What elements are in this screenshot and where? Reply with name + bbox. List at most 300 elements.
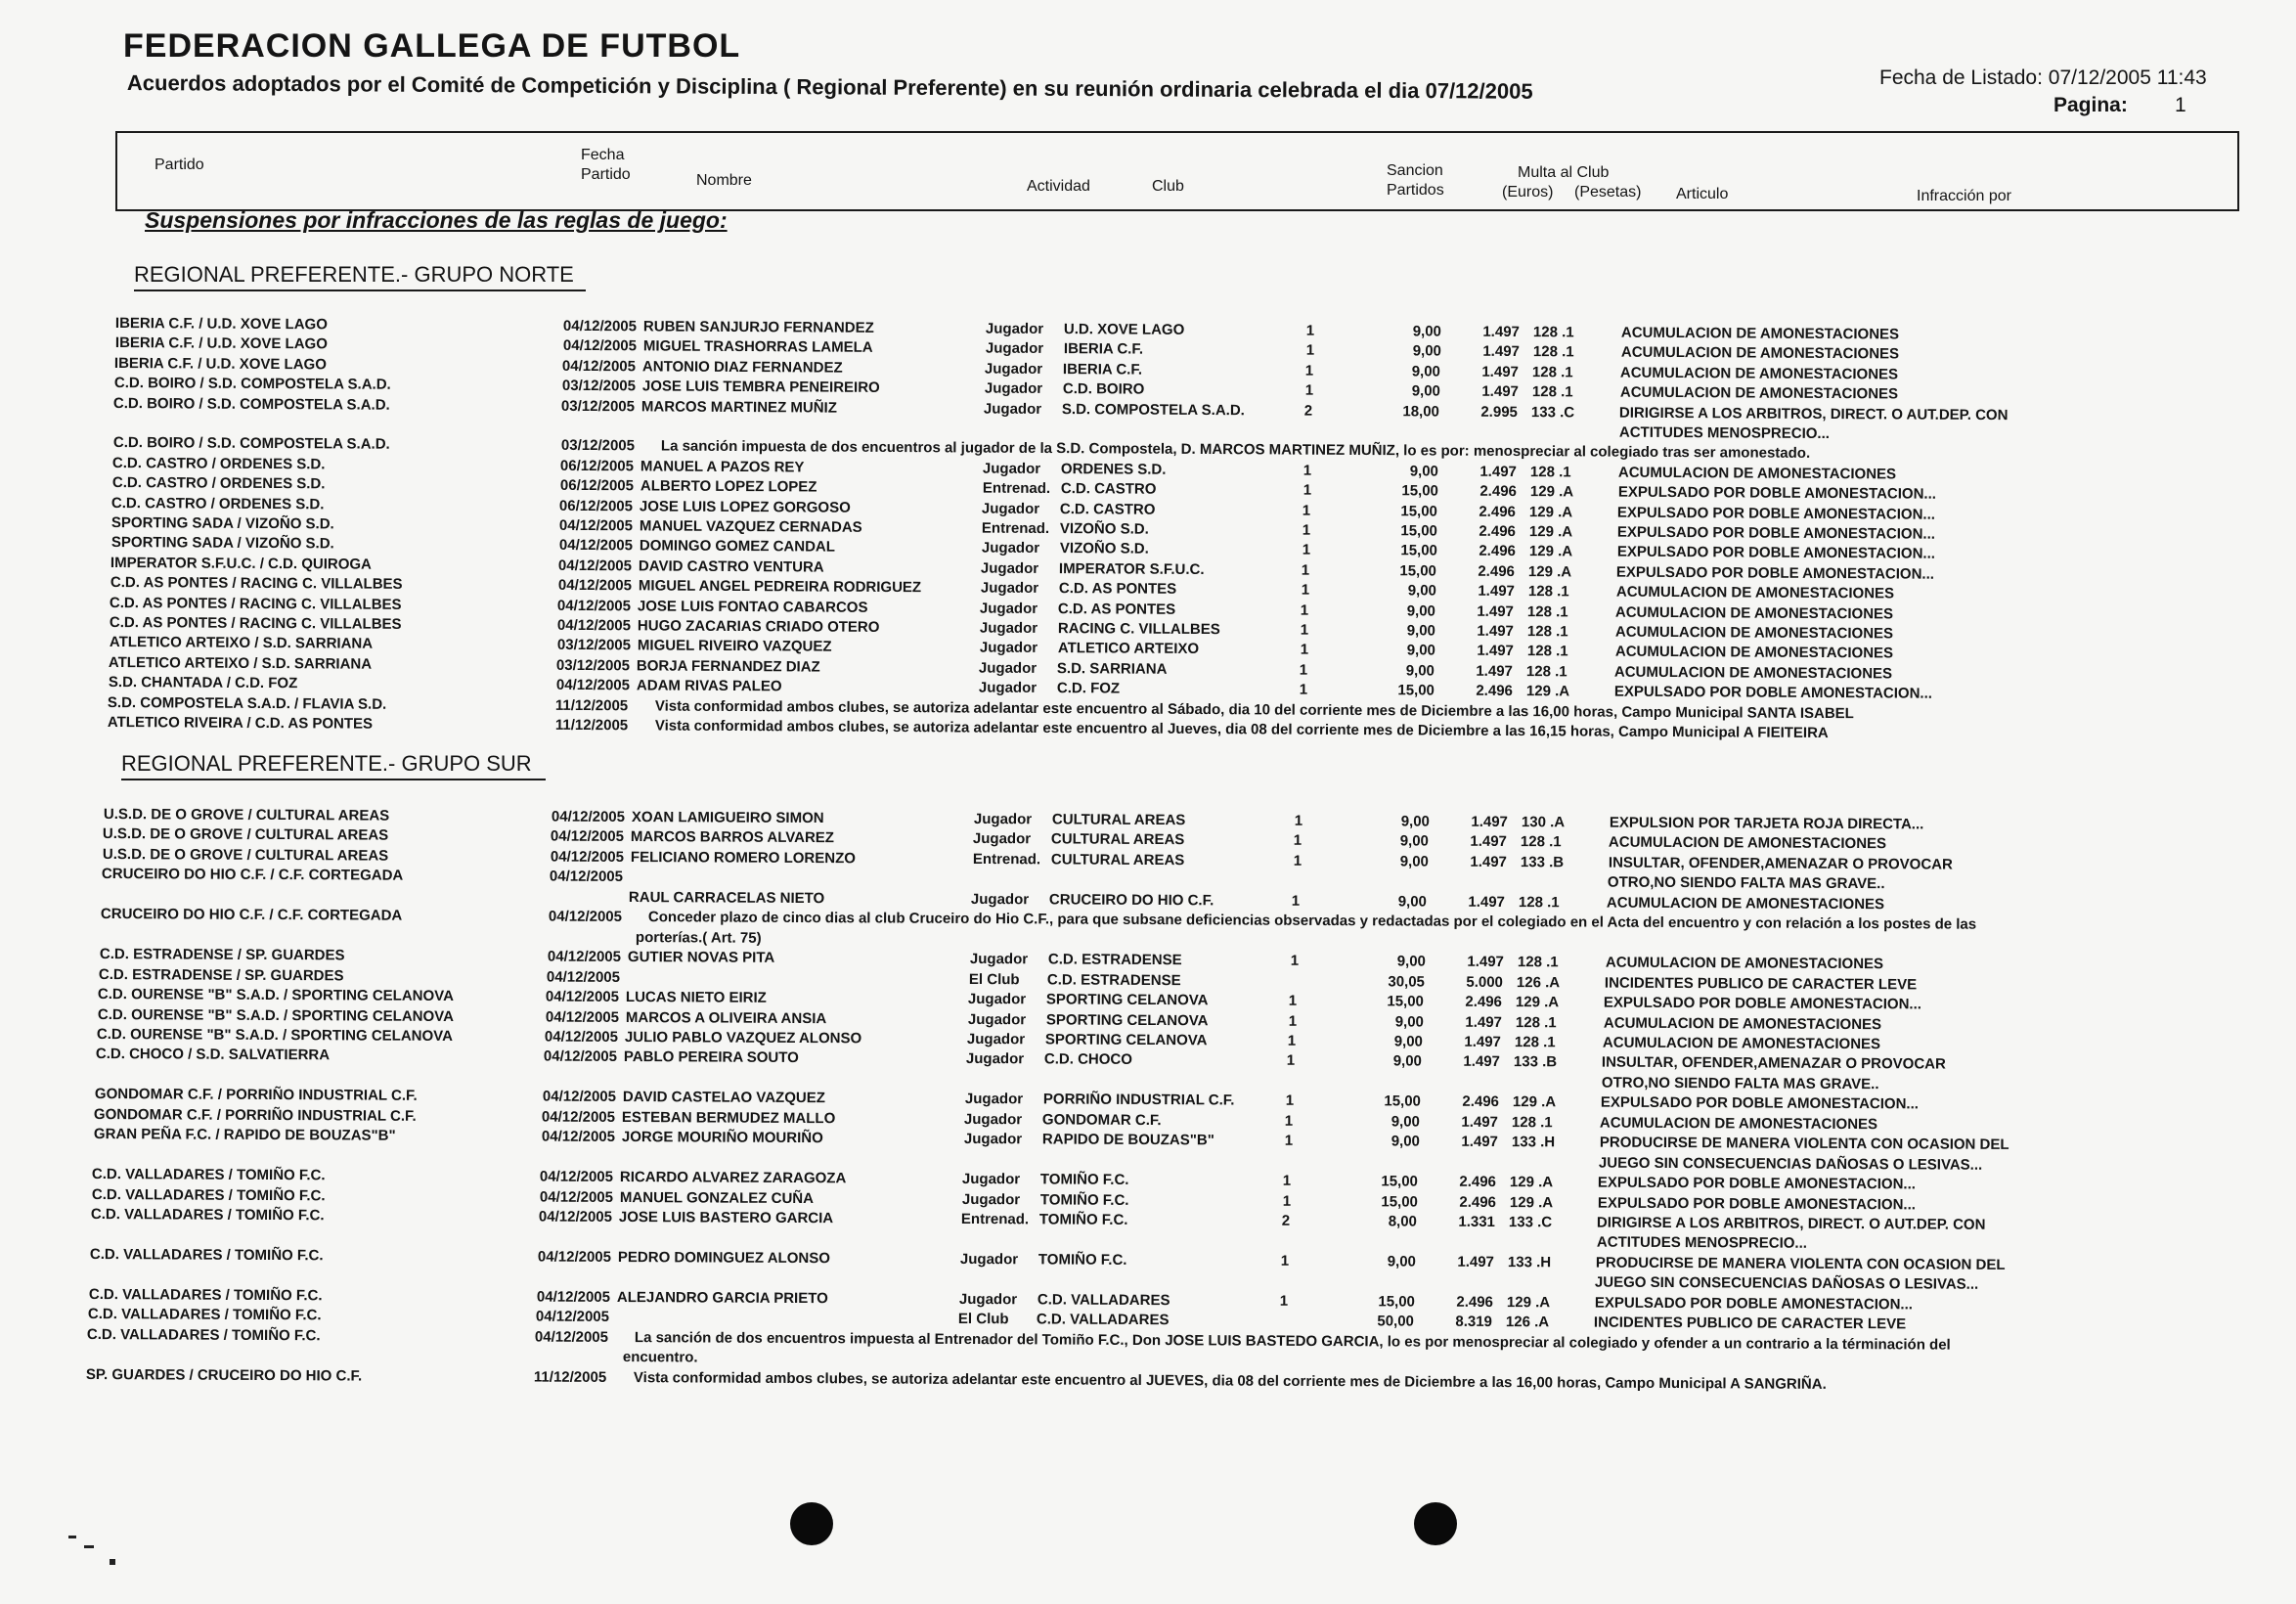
infraccion-cell: ACUMULACION DE AMONESTACIONES (1605, 954, 1883, 973)
euros-cell: 15,00 (1399, 542, 1437, 559)
articulo-cell: 128 .1 (1527, 602, 1569, 620)
nombre-cell: ALEJANDRO GARCIA PRIETO (616, 1288, 828, 1308)
sancion-cell: 1 (1300, 621, 1309, 639)
fecha-cell: 11/12/2005 (554, 716, 629, 735)
sancion-cell: 1 (1282, 1192, 1291, 1210)
infraccion-cell: PRODUCIRSE DE MANERA VIOLENTA CON OCASION DEL (1599, 1134, 2009, 1154)
fecha-cell: 06/12/2005 (559, 477, 634, 495)
pesetas-cell: 1.497 (1481, 382, 1519, 401)
sancion-cell: 1 (1299, 661, 1308, 679)
fecha-cell: 04/12/2005 (535, 1328, 609, 1346)
section-title: Suspensiones por infracciones de las reglas de juego: (145, 207, 728, 233)
nombre-cell: RICARDO ALVAREZ ZARAGOZA (620, 1169, 847, 1187)
pesetas-cell: 2.995 (1480, 403, 1519, 421)
infraccion-cell: EXPULSADO POR DOBLE AMONESTACION... (1616, 563, 1935, 583)
fecha-cell: 04/12/2005 (547, 948, 621, 966)
euros-cell: 30,05 (1388, 972, 1425, 991)
articulo-cell: 128 .1 (1521, 833, 1563, 851)
club-cell: SPORTING CELANOVA (1045, 1010, 1209, 1029)
actividad-cell: Jugador (964, 1110, 1023, 1129)
col-fecha-2: Partido (581, 166, 631, 183)
nombre-cell: MARCOS A OLIVEIRA ANSIA (625, 1008, 826, 1027)
fecha-cell: 04/12/2005 (556, 616, 632, 635)
articulo-cell: 133 .B (1514, 1053, 1558, 1071)
sancion-cell: 2 (1304, 402, 1313, 420)
sancion-cell: 1 (1302, 542, 1310, 559)
sancion-cell: 1 (1301, 561, 1310, 579)
fecha-cell: 04/12/2005 (558, 516, 634, 535)
resolution-note: Vista conformidad ambos clubes, se autoriza adelantar este encuentro al Jueves, dia 08 del corriente mes de Diciembre a las 16,15 horas, Campo Municipal A FIEITEIRA (654, 717, 1829, 742)
actividad-cell: Jugador (978, 679, 1037, 697)
euros-cell: 8,00 (1388, 1213, 1418, 1230)
infraccion-cell: ACUMULACION DE AMONESTACIONES (1615, 583, 1894, 602)
fecha-cell: 11/12/2005 (533, 1368, 607, 1386)
infraccion-cell: OTRO,NO SIENDO FALTA MAS GRAVE.. (1601, 1074, 1879, 1093)
euros-cell: 15,00 (1387, 993, 1425, 1010)
partido-cell: C.D. CASTRO / ORDENES S.D. (112, 454, 326, 473)
euros-cell: 9,00 (1411, 382, 1440, 400)
club-cell: ORDENES S.D. (1061, 460, 1167, 478)
club-cell: C.D. AS PONTES (1058, 580, 1177, 599)
pesetas-cell: 1.331 (1458, 1213, 1496, 1231)
euros-cell: 9,00 (1405, 662, 1435, 680)
fecha-cell: 04/12/2005 (555, 677, 630, 694)
sancion-cell: 1 (1294, 812, 1303, 829)
nombre-cell: JORGE MOURIÑO MOURIÑO (621, 1129, 823, 1147)
partido-cell: ATLETICO ARTEIXO / S.D. SARRIANA (109, 653, 373, 673)
pesetas-cell: 1.497 (1457, 1253, 1494, 1270)
partido-cell: C.D. OURENSE "B" S.A.D. / SPORTING CELANOVA (96, 1025, 453, 1045)
sancion-cell: 1 (1283, 1172, 1292, 1189)
infraccion-cell: DIRIGIRSE A LOS ARBITROS, DIRECT. O AUT.DEP. CON (1619, 404, 2009, 423)
infraccion-cell: ACUMULACION DE AMONESTACIONES (1614, 644, 1893, 662)
actividad-cell: Jugador (971, 890, 1030, 909)
euros-cell: 9,00 (1407, 582, 1436, 600)
euros-cell: 50,00 (1377, 1313, 1414, 1330)
articulo-cell: 129 .A (1529, 503, 1573, 520)
club-cell: CULTURAL AREAS (1051, 830, 1185, 849)
actividad-cell: Jugador (980, 579, 1038, 598)
punch-hole-left (790, 1502, 833, 1545)
pesetas-cell: 1.497 (1463, 1053, 1501, 1071)
infraccion-cell: EXPULSADO POR DOBLE AMONESTACION... (1617, 483, 1936, 503)
partido-cell: C.D. CASTRO / ORDENES S.D. (111, 494, 325, 512)
club-cell: C.D. AS PONTES (1058, 600, 1176, 618)
articulo-cell: 133 .H (1511, 1134, 1555, 1151)
euros-cell: 9,00 (1398, 893, 1428, 911)
fecha-cell: 04/12/2005 (537, 1248, 611, 1266)
sancion-cell: 1 (1290, 952, 1299, 969)
fecha-cell: 04/12/2005 (546, 968, 620, 986)
pesetas-cell: 2.496 (1459, 1193, 1496, 1211)
club-cell: C.D. VALLADARES (1037, 1291, 1170, 1309)
club-cell: C.D. ESTRADENSE (1046, 971, 1181, 989)
partido-cell: C.D. AS PONTES / RACING C. VILLALBES (110, 574, 403, 594)
actividad-cell: Jugador (964, 1091, 1024, 1108)
articulo-cell: 129 .A (1510, 1174, 1554, 1191)
nombre-cell: BORJA FERNANDEZ DIAZ (637, 657, 820, 676)
resolution-note: Conceder plazo de cinco dias al club Cruceiro do Hio C.F., para que subsane deficiencias observadas y redactadas por el colegiado en el Acta del encuentro y con relación a los postes de las (647, 909, 1976, 933)
partido-cell: C.D. VALLADARES / TOMIÑO F.C. (88, 1285, 323, 1305)
infraccion-cell: INSULTAR, OFENDER,AMENAZAR O PROVOCAR (1608, 854, 1953, 873)
actividad-cell: Jugador (966, 1050, 1025, 1068)
sancion-cell: 1 (1305, 322, 1315, 339)
pesetas-cell: 2.496 (1465, 993, 1503, 1011)
partido-cell: C.D. BOIRO / S.D. COMPOSTELA S.A.D. (112, 434, 390, 454)
euros-cell: 15,00 (1399, 562, 1437, 580)
partido-cell: U.S.D. DE O GROVE / CULTURAL AREAS (103, 806, 390, 824)
col-infraccion: Infracción por (1917, 188, 2011, 204)
nombre-cell: LUCAS NIETO EIRIZ (626, 989, 768, 1006)
sancion-cell: 1 (1288, 992, 1298, 1009)
sancion-cell: 1 (1294, 832, 1303, 850)
sancion-cell: 1 (1303, 502, 1311, 519)
scan-speck (110, 1559, 115, 1565)
euros-cell: 15,00 (1400, 522, 1437, 540)
actividad-cell: Jugador (968, 991, 1027, 1008)
club-cell: C.D. CHOCO (1044, 1050, 1133, 1069)
articulo-cell: 128 .1 (1532, 363, 1573, 381)
euros-cell: 9,00 (1412, 323, 1441, 340)
fecha-cell: 11/12/2005 (555, 696, 629, 714)
nombre-cell: MANUEL VAZQUEZ CERNADAS (639, 517, 862, 536)
nombre-cell: MIGUEL TRASHORRAS LAMELA (642, 337, 873, 357)
actividad-cell: Jugador (959, 1250, 1019, 1269)
sancion-cell: 1 (1302, 521, 1311, 539)
articulo-cell: 130 .A (1521, 814, 1566, 831)
articulo-cell: 128 .1 (1532, 343, 1574, 361)
fecha-cell: 04/12/2005 (550, 848, 624, 866)
club-cell: C.D. VALLADARES (1036, 1311, 1170, 1329)
partido-cell: SPORTING SADA / VIZOÑO S.D. (110, 534, 334, 553)
col-partido: Partido (155, 156, 204, 173)
club-cell: RAPIDO DE BOUZAS"B" (1041, 1131, 1214, 1149)
partido-cell: C.D. VALLADARES / TOMIÑO F.C. (87, 1325, 321, 1345)
nombre-cell: DAVID CASTRO VENTURA (639, 557, 824, 576)
club-cell: CULTURAL AREAS (1051, 811, 1186, 829)
sancion-cell: 1 (1279, 1292, 1288, 1310)
infraccion-cell: ACUMULACION DE AMONESTACIONES (1607, 894, 1885, 913)
articulo-cell: 129 .A (1509, 1193, 1553, 1211)
sancion-cell: 1 (1301, 581, 1309, 599)
club-cell: VIZOÑO S.D. (1059, 520, 1149, 538)
column-header-box (115, 131, 2239, 211)
articulo-cell: 133 .B (1520, 853, 1564, 871)
euros-cell: 9,00 (1400, 832, 1430, 851)
pesetas-cell: 1.497 (1464, 1013, 1502, 1031)
nombre-cell: GUTIER NOVAS PITA (627, 949, 774, 966)
articulo-cell: 128 .1 (1526, 643, 1568, 660)
fecha-cell: 04/12/2005 (558, 557, 633, 575)
actividad-cell: Jugador (958, 1290, 1017, 1309)
infraccion-cell: ACUMULACION DE AMONESTACIONES (1603, 1014, 1881, 1033)
partido-cell: C.D. VALLADARES / TOMIÑO F.C. (92, 1166, 327, 1184)
pesetas-cell: 5.000 (1466, 973, 1503, 991)
partido-cell: SP. GUARDES / CRUCEIRO DO HIO C.F. (85, 1365, 363, 1385)
infraccion-cell: PRODUCIRSE DE MANERA VIOLENTA CON OCASION DEL (1595, 1254, 2006, 1273)
partido-cell: C.D. ESTRADENSE / SP. GUARDES (98, 965, 344, 984)
club-cell: SPORTING CELANOVA (1046, 991, 1209, 1009)
nombre-cell: PEDRO DOMINGUEZ ALONSO (617, 1248, 830, 1268)
partido-cell: U.S.D. DE O GROVE / CULTURAL AREAS (102, 845, 388, 865)
partido-cell: S.D. COMPOSTELA S.A.D. / FLAVIA S.D. (108, 693, 387, 713)
fecha-cell: 04/12/2005 (557, 577, 632, 595)
fecha-cell: 03/12/2005 (561, 378, 636, 395)
pesetas-cell: 1.497 (1479, 463, 1518, 480)
partido-cell: C.D. CHOCO / S.D. SALVATIERRA (96, 1046, 331, 1064)
actividad-cell: Jugador (985, 339, 1043, 358)
articulo-cell: 133 .C (1531, 403, 1575, 421)
infraccion-cell: EXPULSADO POR DOBLE AMONESTACION... (1597, 1194, 1916, 1213)
fecha-cell: 04/12/2005 (551, 827, 625, 846)
col-club: Club (1152, 178, 1184, 195)
infraccion-cell: EXPULSADO POR DOBLE AMONESTACION... (1616, 523, 1935, 543)
actividad-cell: Jugador (981, 539, 1039, 557)
col-multa: Multa al Club (1518, 164, 1610, 181)
resolution-note: Vista conformidad ambos clubes, se autoriza adelantar este encuentro al Sábado, dia 10 del corriente mes de Diciembre a las 16,00 horas, Campo Municipal SANTA ISABEL (655, 697, 1855, 722)
col-sancion-2: Partidos (1387, 182, 1444, 199)
sancion-cell: 1 (1285, 1112, 1294, 1130)
infraccion-cell: ACUMULACION DE AMONESTACIONES (1614, 663, 1893, 683)
sancion-cell: 1 (1304, 362, 1314, 379)
pesetas-cell: 8.319 (1455, 1314, 1492, 1331)
nombre-cell: DOMINGO GOMEZ CANDAL (639, 537, 835, 557)
actividad-cell: Entrenad. (982, 479, 1050, 498)
articulo-cell: 128 .1 (1532, 324, 1574, 341)
infraccion-cell: ACUMULACION DE AMONESTACIONES (1600, 1114, 1878, 1133)
partido-cell: ATLETICO RIVEIRA / C.D. AS PONTES (107, 714, 374, 733)
fecha-cell: 04/12/2005 (542, 1108, 616, 1126)
partido-cell: C.D. ESTRADENSE / SP. GUARDES (99, 946, 345, 964)
actividad-cell: Jugador (979, 659, 1038, 677)
nombre-cell: MARCOS MARTINEZ MUÑIZ (641, 397, 838, 417)
nombre-cell: ALBERTO LOPEZ LOPEZ (640, 477, 817, 496)
euros-cell: 15,00 (1400, 502, 1438, 520)
fecha-cell: 04/12/2005 (549, 868, 624, 886)
actividad-cell: El Club (968, 970, 1020, 988)
euros-cell: 9,00 (1396, 953, 1426, 970)
partido-cell: IBERIA C.F. / U.D. XOVE LAGO (114, 354, 328, 374)
partido-cell: C.D. VALLADARES / TOMIÑO F.C. (91, 1185, 326, 1204)
pesetas-cell: 2.496 (1479, 522, 1516, 541)
club-cell: TOMIÑO F.C. (1039, 1190, 1129, 1209)
page-title: FEDERACION GALLEGA DE FUTBOL (123, 27, 741, 65)
resolution-note: La sanción impuesta de dos encuentros al jugador de la S.D. Compostela, D. MARCOS MARTINEZ MUÑIZ, lo es por: menospreciar al colegiado tras ser amonestado. (660, 437, 1810, 463)
euros-cell: 15,00 (1384, 1092, 1421, 1110)
sancion-cell: 1 (1303, 462, 1312, 479)
nombre-cell: RAUL CARRACELAS NIETO (629, 888, 825, 907)
articulo-cell: 129 .A (1528, 562, 1572, 581)
partido-cell: IBERIA C.F. / U.D. XOVE LAGO (114, 334, 328, 353)
actividad-cell: Jugador (983, 460, 1041, 477)
articulo-cell: 128 .1 (1526, 662, 1567, 681)
euros-cell: 15,00 (1381, 1173, 1419, 1190)
infraccion-cell: INCIDENTES PUBLICO DE CARACTER LEVE (1604, 974, 1918, 993)
partido-cell: IBERIA C.F. / U.D. XOVE LAGO (114, 315, 328, 334)
euros-cell: 9,00 (1409, 463, 1439, 480)
actividad-cell: Jugador (966, 1030, 1026, 1048)
partido-cell: CRUCEIRO DO HIO C.F. / C.F. CORTEGADA (100, 906, 403, 924)
pesetas-cell: 1.497 (1477, 602, 1515, 620)
nombre-cell: JOSE LUIS TEMBRA PENEIREIRO (641, 378, 880, 397)
nombre-cell: MANUEL GONZALEZ CUÑA (619, 1188, 814, 1207)
sancion-cell: 1 (1284, 1132, 1293, 1150)
resolution-note: Vista conformidad ambos clubes, se autoriza adelantar este encuentro al JUEVES, dia 08 del corriente mes de Diciembre a las 16,00 horas, Campo Municipal A SANGRIÑA. (633, 1368, 1827, 1393)
euros-cell: 15,00 (1401, 482, 1438, 500)
articulo-cell: 129 .A (1528, 543, 1572, 560)
infraccion-cell: ACUMULACION DE AMONESTACIONES (1620, 344, 1899, 363)
page-number: 1 (2175, 94, 2186, 116)
pesetas-cell: 1.497 (1470, 853, 1507, 870)
col-euros: (Euros) (1502, 184, 1554, 200)
partido-cell: GONDOMAR C.F. / PORRIÑO INDUSTRIAL C.F. (94, 1086, 418, 1105)
sancion-cell: 1 (1300, 642, 1308, 659)
articulo-cell: 129 .A (1528, 523, 1573, 541)
sancion-cell: 1 (1288, 1012, 1297, 1030)
fecha-cell: 04/12/2005 (545, 1008, 619, 1026)
partido-cell: GRAN PEÑA F.C. / RAPIDO DE BOUZAS"B" (93, 1126, 396, 1144)
fecha-cell: 04/12/2005 (562, 357, 637, 376)
infraccion-cell: EXPULSADO POR DOBLE AMONESTACION... (1617, 504, 1936, 523)
club-cell: CRUCEIRO DO HIO C.F. (1049, 891, 1214, 910)
club-cell: RACING C. VILLALBES (1057, 620, 1220, 639)
sancion-cell: 2 (1281, 1212, 1291, 1229)
nombre-cell: JULIO PABLO VAZQUEZ ALONSO (624, 1028, 862, 1047)
club-cell: ATLETICO ARTEIXO (1057, 640, 1199, 658)
nombre-cell: PABLO PEREIRA SOUTO (624, 1048, 800, 1067)
pesetas-cell: 1.497 (1476, 643, 1514, 660)
actividad-cell: Entrenad. (981, 519, 1050, 538)
actividad-cell: Jugador (984, 400, 1042, 418)
club-cell: IBERIA C.F. (1063, 360, 1143, 379)
club-cell: C.D. FOZ (1056, 680, 1120, 697)
infraccion-cell: EXPULSADO POR DOBLE AMONESTACION... (1594, 1294, 1913, 1314)
articulo-cell: 129 .A (1516, 994, 1560, 1011)
fecha-cell: 03/12/2005 (556, 656, 631, 675)
infraccion-cell: INCIDENTES PUBLICO DE CARACTER LEVE (1593, 1314, 1907, 1333)
partido-cell: ATLETICO ARTEIXO / S.D. SARRIANA (109, 634, 373, 653)
partido-cell: GONDOMAR C.F. / PORRIÑO INDUSTRIAL C.F. (94, 1105, 418, 1125)
actividad-cell: Jugador (981, 559, 1039, 577)
infraccion-cell: EXPULSADO POR DOBLE AMONESTACION... (1604, 994, 1922, 1013)
pesetas-cell: 2.496 (1479, 503, 1517, 520)
infraccion-cell: ACUMULACION DE AMONESTACIONES (1609, 834, 1887, 853)
actividad-cell: Jugador (962, 1171, 1021, 1188)
actividad-cell: Jugador (969, 951, 1028, 968)
partido-cell: C.D. OURENSE "B" S.A.D. / SPORTING CELANOVA (97, 1005, 454, 1025)
infraccion-cell: ACUMULACION DE AMONESTACIONES (1614, 623, 1894, 643)
partido-cell: C.D. AS PONTES / RACING C. VILLALBES (109, 614, 402, 633)
infraccion-cell: DIRIGIRSE A LOS ARBITROS, DIRECT. O AUT.DEP. CON (1597, 1214, 1986, 1233)
group-title-norte: REGIONAL PREFERENTE.- GRUPO NORTE (134, 262, 586, 291)
nombre-cell: MARCOS BARROS ALVAREZ (631, 828, 835, 847)
fecha-cell: 04/12/2005 (546, 988, 620, 1006)
fecha-cell: 04/12/2005 (544, 1028, 618, 1046)
euros-cell: 9,00 (1406, 622, 1435, 640)
nombre-cell: ESTEBAN BERMUDEZ MALLO (622, 1108, 836, 1127)
euros-cell: 15,00 (1381, 1192, 1418, 1211)
articulo-cell: 128 .1 (1512, 1113, 1554, 1132)
actividad-cell: Jugador (979, 639, 1038, 657)
sancion-cell: 1 (1304, 381, 1313, 399)
fecha-cell: 04/12/2005 (558, 537, 633, 555)
sancion-cell: 1 (1299, 681, 1307, 698)
resolution-note: La sanción de dos encuentros impuesta al Entrenador del Tomiño F.C., Don JOSE LUIS BASTEDO GARCIA, lo es por menospreciar al colegiado y ofender a un contrario a la términación del (635, 1328, 1952, 1354)
club-cell: CULTURAL AREAS (1050, 851, 1185, 869)
euros-cell: 9,00 (1407, 602, 1436, 620)
pesetas-cell: 2.496 (1478, 543, 1516, 560)
scan-speck (68, 1536, 76, 1538)
nombre-cell: XOAN LAMIGUEIRO SIMON (631, 809, 824, 827)
partido-cell: S.D. CHANTADA / C.D. FOZ (108, 674, 298, 692)
euros-cell: 9,00 (1412, 342, 1441, 360)
fecha-cell: 04/12/2005 (539, 1188, 613, 1206)
infraccion-cell: ACTITUDES MENOSPRECIO... (1618, 423, 1830, 443)
pesetas-cell: 1.497 (1461, 1113, 1499, 1131)
pesetas-cell: 2.496 (1462, 1093, 1499, 1111)
nombre-cell: JOSE LUIS FONTAO CABARCOS (638, 597, 868, 616)
infraccion-cell: ACTITUDES MENOSPRECIO... (1596, 1234, 1807, 1253)
nombre-cell: ANTONIO DIAZ FERNANDEZ (642, 358, 843, 377)
actividad-cell: El Club (957, 1311, 1009, 1328)
club-cell: C.D. ESTRADENSE (1047, 951, 1182, 969)
infraccion-cell: JUEGO SIN CONSECUENCIAS DAÑOSAS O LESIVAS... (1598, 1154, 1983, 1174)
articulo-cell: 128 .1 (1515, 1013, 1557, 1031)
nombre-cell: HUGO ZACARIAS CRIADO OTERO (637, 617, 880, 636)
euros-cell: 15,00 (1377, 1293, 1415, 1311)
group-title-sur: REGIONAL PREFERENTE.- GRUPO SUR (121, 751, 546, 780)
partido-cell: CRUCEIRO DO HIO C.F. / C.F. CORTEGADA (101, 866, 404, 885)
fecha-cell: 04/12/2005 (548, 908, 622, 926)
actividad-cell: Entrenad. (972, 850, 1040, 869)
partido-cell: C.D. VALLADARES / TOMIÑO F.C. (91, 1206, 325, 1225)
fecha-cell: 06/12/2005 (560, 457, 635, 475)
infraccion-cell: ACUMULACION DE AMONESTACIONES (1602, 1034, 1881, 1053)
fecha-cell: 04/12/2005 (536, 1288, 610, 1306)
listing-date: Fecha de Listado: 07/12/2005 11:43 (1879, 67, 2207, 89)
sancion-cell: 1 (1280, 1252, 1289, 1270)
partido-cell: C.D. CASTRO / ORDENES S.D. (111, 474, 326, 493)
nombre-cell: ADAM RIVAS PALEO (636, 677, 782, 695)
euros-cell: 9,00 (1406, 642, 1435, 659)
infraccion-cell: EXPULSION POR TARJETA ROJA DIRECTA... (1609, 814, 1924, 833)
articulo-cell: 126 .A (1516, 973, 1561, 991)
partido-cell: C.D. VALLADARES / TOMIÑO F.C. (87, 1306, 322, 1324)
infraccion-cell: EXPULSADO POR DOBLE AMONESTACION... (1598, 1174, 1917, 1193)
infraccion-cell: ACUMULACION DE AMONESTACIONES (1620, 324, 1900, 343)
infraccion-cell: INSULTAR, OFENDER,AMENAZAR O PROVOCAR (1602, 1053, 1947, 1073)
nombre-cell: RUBEN SANJURJO FERNANDEZ (642, 318, 874, 336)
fecha-cell: 04/12/2005 (557, 597, 632, 614)
euros-cell: 9,00 (1391, 1113, 1421, 1131)
infraccion-cell: ACUMULACION DE AMONESTACIONES (1615, 603, 1894, 623)
pesetas-cell: 1.497 (1470, 833, 1508, 851)
club-cell: TOMIÑO F.C. (1038, 1251, 1127, 1269)
articulo-cell: 133 .H (1507, 1253, 1552, 1271)
nombre-cell: MANUEL A PAZOS REY (640, 458, 805, 476)
pesetas-cell: 1.497 (1471, 813, 1508, 831)
club-cell: S.D. SARRIANA (1057, 659, 1168, 678)
actividad-cell: Jugador (980, 600, 1038, 617)
pesetas-cell: 2.496 (1459, 1173, 1497, 1191)
nombre-cell: FELICIANO ROMERO LORENZO (630, 848, 856, 868)
infraccion-cell: ACUMULACION DE AMONESTACIONES (1620, 364, 1899, 383)
actividad-cell: Jugador (979, 619, 1038, 637)
nombre-cell: MIGUEL RIVEIRO VAZQUEZ (637, 637, 832, 656)
pesetas-cell: 1.497 (1476, 662, 1514, 680)
fecha-cell: 04/12/2005 (551, 808, 626, 825)
euros-cell: 9,00 (1391, 1133, 1420, 1150)
